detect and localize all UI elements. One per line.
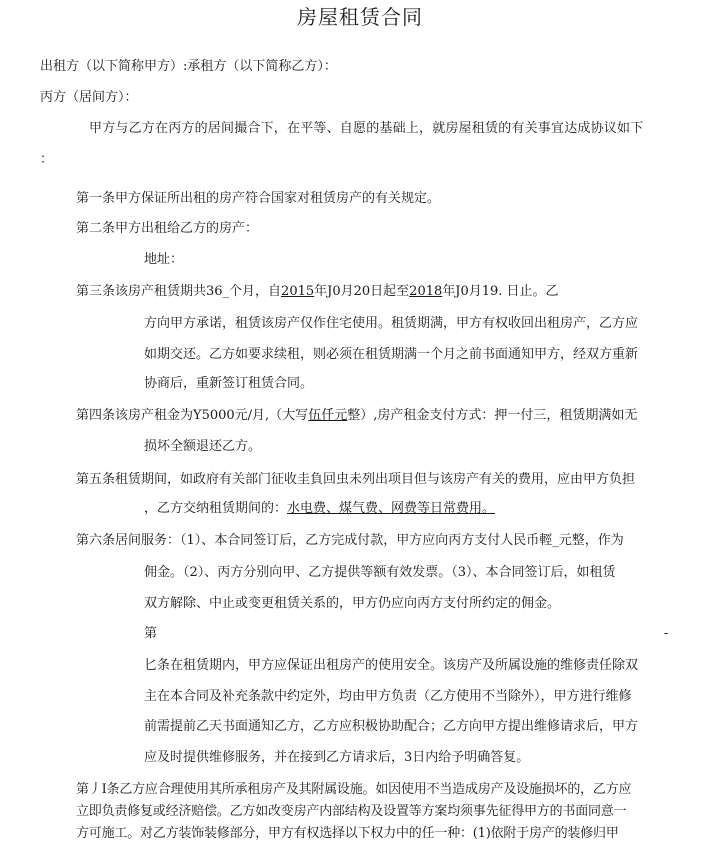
intro-paragraph: 甲方与乙方在丙方的居间撮合下，在平等、自愿的基础上，就房屋租赁的有关事宜达成协议如下	[89, 121, 644, 136]
lease-end-year: 2018	[409, 284, 443, 299]
article-7-line-4: 应及时提供维修服务，并在接到乙方请求后，3日内给予明确答复。	[144, 750, 530, 765]
article-3-prefix: 第三条该房产租赁期共36_个月，自	[76, 284, 282, 299]
rent-amount-words: 伍仟元	[308, 408, 348, 423]
article-8-line-1: 第丿I条乙方应合理使用其所承租房产及其附属设施。如因使用不当造成房产及设施损坏的，乙方应	[76, 782, 632, 797]
parties-line: 出租方（以下简称甲方）:承租方（以下简称乙方）：	[40, 59, 337, 74]
article-3-line-3: 如期交还。乙方如要求续租，则必须在租赁期满一个月之前书面通知甲方，经双方重新	[144, 347, 639, 362]
article-3-suffix: 年J0月19. 日止。乙	[442, 284, 559, 299]
utility-fees: 水电费、煤气费、网费等日常费用。	[287, 501, 496, 516]
lease-start-year: 2015	[281, 284, 315, 299]
article-5-line-2	[144, 500, 495, 518]
article-3-line-2: 方向甲方承诺，租赁该房产仅作住宅使用。租赁期满，甲方有权收回出租房产，乙方应	[144, 316, 639, 331]
article-8-line-3: 方可施工。对乙方装饰装修部分，甲方有权选择以下权力中的任一种：(1)依附于房产的装修归甲	[76, 826, 619, 841]
article-6-line-2: 佣金。（2）、丙方分别向甲、乙方提供等额有效发票。（3）、本合同签订后，如租赁	[144, 565, 616, 580]
article-7-line-3: 前需提前乙天书面通知乙方，乙方应积极协助配合；乙方向甲方提出维修请求后，甲方	[144, 719, 639, 734]
article-7-head: 第	[144, 626, 158, 641]
article-4-suffix: 整）,房产租金支付方式：押一付三，租赁期满如无	[347, 408, 638, 423]
article-7-line-1: 匕条在租赁期内，甲方应保证出租房产的使用安全。该房产及所属设施的维修责任除双	[144, 658, 639, 673]
article-4-prefix: 第四条该房产租金为Y5000元/月,（大写	[76, 408, 309, 423]
document-title: 房屋租赁合同	[297, 5, 423, 29]
article-2: 第二条甲方出租给乙方的房产：	[76, 221, 259, 236]
article-6-line-1: 第六条居间服务：（1）、本合同签订后，乙方完成付款，甲方应向丙方支付人民币輕_元整，作为	[76, 533, 624, 548]
article-4-line-1	[76, 407, 637, 425]
article-3-line-1	[76, 283, 559, 301]
article-4-line-2: 损坏全额退还乙方。	[144, 439, 262, 454]
article-2-address: 地址：	[144, 252, 184, 267]
article-1: 第一条甲方保证所出租的房产符合国家对租赁房产的有关规定。	[76, 191, 441, 206]
article-5-prefix: ，乙方交纳租赁期间的：	[144, 501, 288, 516]
article-5-line-1: 第五条租赁期间，如政府有关部门征收圭負回虫未列出项目但与该房产有关的费用，应由甲方负担	[76, 472, 636, 487]
intermediary-line: 丙方（居间方）：	[40, 90, 138, 105]
article-3-mid: 年J0月20日起至	[314, 284, 410, 299]
article-7-line-2: 主在本合同及补充条款中约定外，均由甲方负责（乙方使用不当除外），甲方进行维修	[144, 689, 632, 704]
intro-paragraph-end: ：	[40, 152, 54, 167]
article-6-line-3: 双方解除、中止或变更租赁关系的，甲方仍应向丙方支付所约定的佣金。	[144, 596, 561, 611]
article-7-dash: -	[664, 626, 669, 641]
article-8-line-2: 立即负责修复或经济赔偿。乙方如改变房产内部结构及设置等方案均须事先征得甲方的书面同意一	[76, 804, 627, 819]
article-3-line-4: 协商后，重新签订租赁合同。	[144, 376, 314, 391]
